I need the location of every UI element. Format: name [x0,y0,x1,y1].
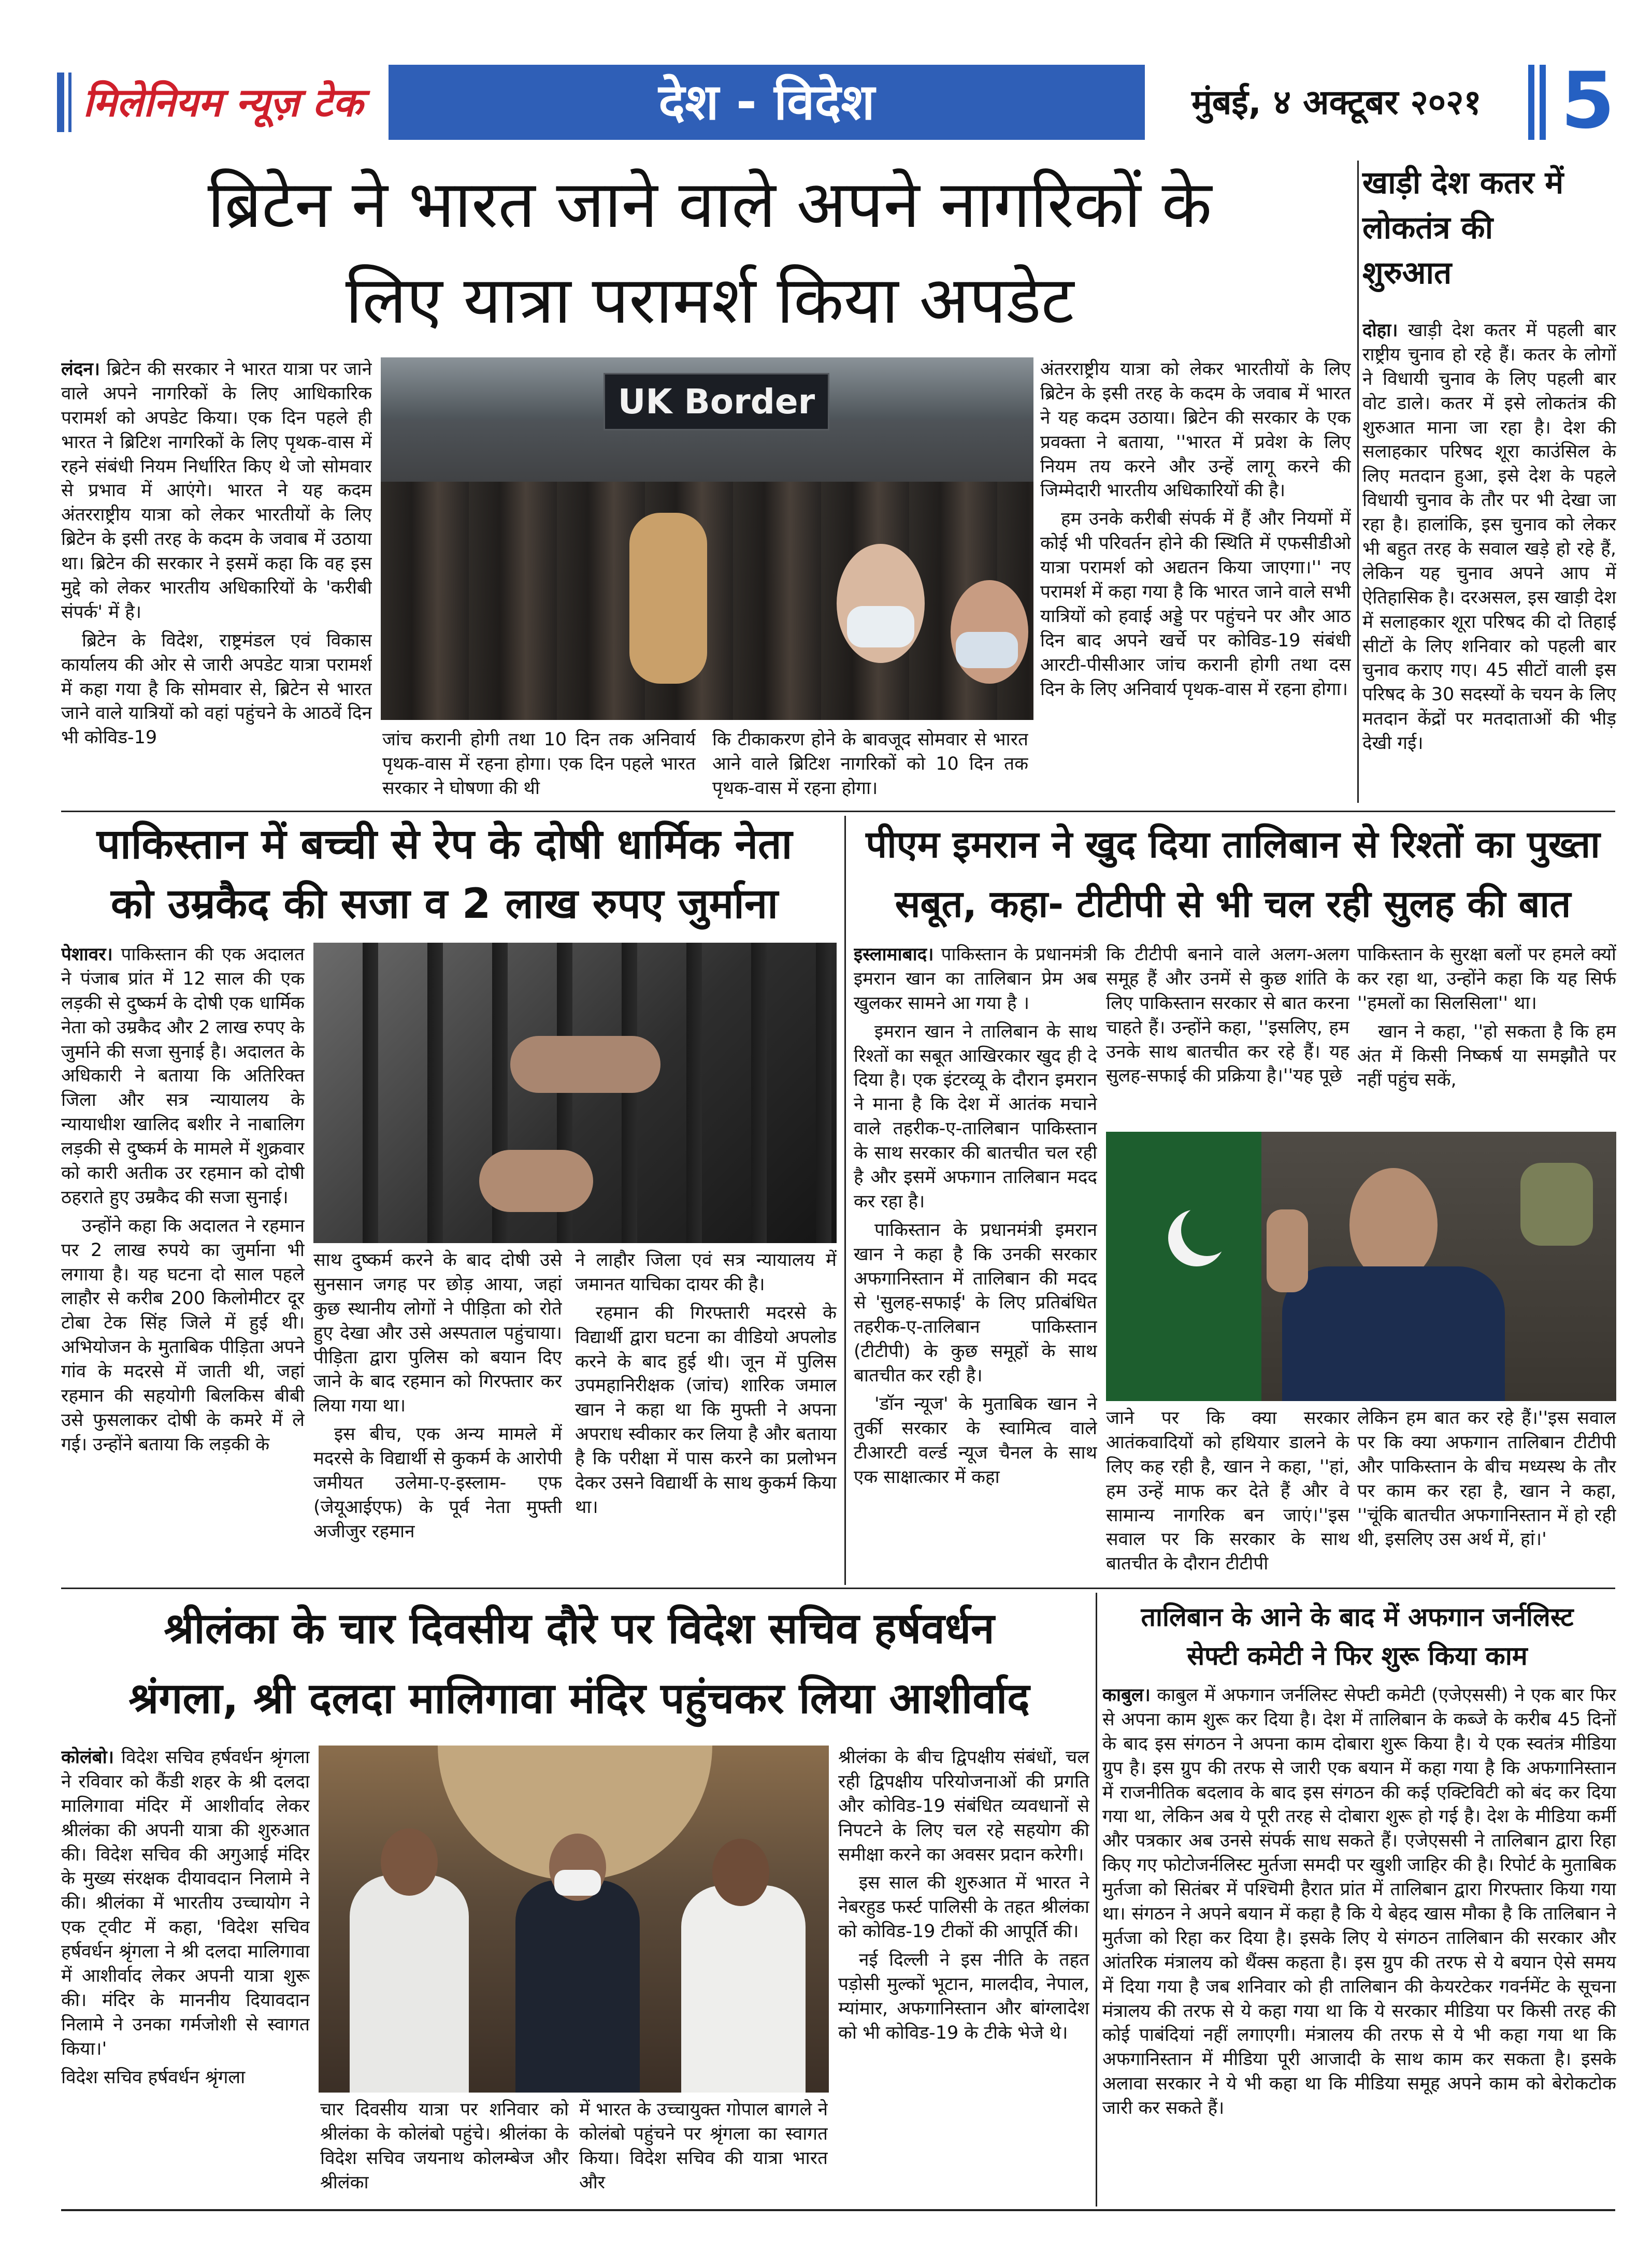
page-number-bar-2 [1540,65,1546,140]
pakistan-imran-divider [844,816,846,1585]
srilanka-headline-line-1: श्रीलंका के चार दिवसीय दौरे पर विदेश सचिव हर्षवर्धन [164,1604,995,1653]
person-left-head [381,1828,438,1896]
imran-column-3-top: पाकिस्तान के सुरक्षा बलों पर हमले क्यों कर रहा था, उन्होंने कहा कि यह सिर्फ ''हमलों का सिलसिला'' था। खान ने कहा, ''हो सकता है कि हम अंत में किसी निष्कर्ष या समझौते पर नहीं पहुंच सकें, [1357,944,1616,1091]
qatar-headline: खाड़ी देश कतर में लोकतंत्र की शुरुआत [1362,165,1564,291]
qatar-column: दोहा। खाड़ी देश कतर में पहली बार राष्ट्रीय चुनाव हो रहे हैं। कतर के लोगों ने विधायी चुनाव के लिए पहली बार वोट डाले। कतर में इसे लोकतंत्र की शुरुआत माना जा रहा है। देश की सलाहकार परिषद शूरा काउंसिल के लिए मतदान हुआ, इसे देश के पहले विधायी चुनाव के तौर पर भी देखा जा रहा है। हालांकि, इस चुनाव को लेकर भी बहुत तरह के सवाल खड़े हो रहे हैं, लेकिन यह चुनाव अपने आप में ऐतिहासिक है। दरअसल, इस खाड़ी देश में सलाहकार शूरा परिषद की दो तिहाई सीटों के लिए शनिवार को पहली बार चुनाव कराए गए। 45 सीटों वाली इस परिषद के 30 सदस्यों के चयन के लिए मतदान केंद्रों पर मतदाताओं की भीड़ देखी गई। [1362,320,1616,754]
crowd-silhouettes [381,482,1033,720]
pakistan-column-2: साथ दुष्कर्म करने के बाद दोषी उसे सुनसान जगह पर छोड़ आया, जहां कुछ स्थानीय लोगों ने पीड़िता को रोते हुए देखा और उसे अस्पताल पहुंचाया। पीड़िता द्वारा पुलिस को बयान दिए जाने के बाद रहमान को गिरफ्तार कर लिया गया था। इस बीच, एक अन्य मामले में मदरसे के विद्यार्थी से कुकर्म के आरोपी जमीयत उलेमा-ए-इस्लाम- एफ (जेयूआईएफ) के पूर्व नेता मुफ्ती अजीजुर रहमान [313,1250,562,1542]
person-right-head [712,1839,769,1906]
srilanka-column-1: कोलंबो। विदेश सचिव हर्षवर्धन श्रृंगला ने रविवार को कैंडी शहर के श्री दलदा मालिगावा मंदिर में आशीर्वाद लेकर श्रीलंका की अपनी यात्रा की शुरुआत की। विदेश सचिव की अगुआई मंदिर के मुख्य संरक्षक दीयावदान निलामे ने की। श्रीलंका में भारतीय उच्चायोग ने एक ट्वीट में कहा, 'विदेश सचिव हर्षवर्धन श्रृंगला ने श्री दलदा मालिगावा में आशीर्वाद लेकर अपनी यात्रा शुरू की। मंदिर के माननीय दियावदान निलामे ने उनका गर्मजोशी से स्वागत किया।' विदेश सचिव हर्षवर्धन श्रृंगला [61,1747,310,2088]
section-title: देश - विदेश [658,73,875,131]
afghan-headline-line-1: तालिबान के आने के बाद में अफगान जर्नलिस्ट [1141,1602,1574,1632]
masthead-left-bar-thin [68,73,71,132]
speaker-head [1349,1168,1438,1282]
paper-name: मिलेनियम न्यूज़ टेक [83,79,363,125]
person-right-white [681,1885,806,2093]
pakistan-column-3: ने लाहौर जिला एवं सत्र न्यायालय में जमानत याचिका दायर की है। रहमान की गिरफ्तारी मदरसे के विद्यार्थी द्वारा घटना का वीडियो अपलोड करने के बाद हुई थी। जून में पुलिस उपमहानिरीक्षक (जांच) शारिक जमाल खान ने कहा था कि मुफ्ती ने अपना अपराध स्वीकार कर लिया है और बताया है कि परीक्षा में पास करने का प्रलोभन देकर उसने विद्यार्थी के साथ कुकर्म किया था। [575,1250,837,1518]
hand-lower [479,1150,593,1212]
imran-headline-line-2: सबूत, कहा- टीटीपी से भी चल रही सुलह की बात [895,882,1571,926]
srilanka-column-3: में भारत के उच्चायुक्त गोपाल बागले ने कोलंबो पहुंचने पर श्रृंगला का स्वागत किया। विदेश सचिव की यात्रा भारत और [579,2099,828,2193]
page-number: 5 [1560,56,1615,146]
afghan-headline-line-2: सेफ्टी कमेटी ने फिर शुरू किया काम [1187,1641,1528,1671]
pakistan-column-1: पेशावर। पाकिस्तान की एक अदालत ने पंजाब प्रांत में 12 साल की एक लड़की से दुष्कर्म के दोषी एक धार्मिक नेता को उम्रकैद और 2 लाख रुपए के जुर्माने की सजा सुनाई है। अदालत के अधिकारी ने बताया कि अतिरिक्त जिला और सत्र न्यायालय के न्यायाधीश खालिद बशीर ने नाबालिग लड़की से दुष्कर्म के मामले में शुक्रवार को कारी अतीक उर रहमान को दोषी ठहराते हुए उम्रकैद की सजा सुनाई। उन्होंने कहा कि अदालत ने रहमान पर 2 लाख रुपये का जुर्माना भी लगाया है। यह घटना दो साल पहले लाहौर से करीब 200 किलोमीटर दूर टोबा टेक सिंह जिले में हुई थी। अभियोजन के मुताबिक पीड़िता अपने गांव के मदरसे में जाती थी, जहां रहमान की सहयोगी बिलकिस बीबी उसे फुसलाकर दोषी के कमरे में ले गई। उन्होंने बताया कि लड़की के [61,944,305,1455]
uk-border-sign-board [604,373,829,430]
imran-column-2-bottom: जाने पर कि क्या सरकार आतंकवादियों को हथियार डालने के लिए कह रही है, खान ने कहा, ''हां, हम उन्हें माफ कर देते हैं और वे सामान्य नागरिक बन जाएं।''इस सवाल पर कि सरकार के साथ बातचीत के दौरान टीटीपी [1106,1408,1349,1575]
pakistan-flag-crescent-cut [1181,1204,1233,1256]
section-rule-1 [61,811,1615,812]
srilanka-afghan-divider [1096,1593,1097,2207]
traveller-mask-3 [956,632,1018,668]
page-number-bar-1 [1528,65,1534,140]
afghan-column: काबुल। काबुल में अफगान जर्नलिस्ट सेफ्टी कमेटी (एजेएससी) ने एक बार फिर से अपना काम शुरू कर दिया है। देश में तालिबान के कब्जे के करीब 45 दिनों के बाद इस संगठन ने अपना काम दोबारा शुरू किया है। ये एक स्वतंत्र मीडिया ग्रुप है। इस ग्रुप की तरफ से जारी एक बयान में कहा गया है कि अफगानिस्तान में राजनीतिक बदलाव के बाद इस संगठन की कई एक्टिविटी को बंद कर दिया गया था, लेकिन अब ये पूरी तरह से दोबारा शुरू हो गई है। देश के मीडिया कर्मी और पत्रकार अब उनसे संपर्क साध सकते हैं। एजेएससी ने तालिबान द्वारा रिहा किए गए फोटोजर्नलिस्ट मुर्तजा समदी पर खुशी जाहिर की है। रिपोर्ट के मुताबिक मुर्तजा को सितंबर में पश्चिमी हैरात प्रांत में तालिबान द्वारा गिरफ्तार किया गया था। संगठन ने अपने बयान में कहा है कि ये बेहद खास मौका है कि तालिबान ने मुर्तजा को रिहा कर दिया है। इसके लिए ये संगठन तालिबान की सरकार और आंतरिक मंत्रालय को थैंक्स कहता है। इस ग्रुप की तरफ से ये बयान ऐसे समय में दिया गया है जब शनिवार को ही तालिबान की केयरटेकर गवर्नमेंट के सूचना मंत्रालय की तरफ से ये कहा गया था कि ये सरकार मीडिया पर किसी तरह की कोई पाबंदियां नहीं लगाएगी। मंत्रालय की तरफ से ये भी कहा गया था कि अफगानिस्तान में मीडिया पूरी आजादी के साथ काम कर सकता है। इसके अलावा सरकार ने ये भी कहा था कि मीडिया समूह अपने काम को बेरोकटोक जारी कर सकते हैं। [1102,1685,1616,2119]
uk-border-sign-text: UK Border [617,382,815,422]
speaker-body [1282,1266,1505,1401]
uk-headline-line-2: लिए यात्रा परामर्श किया अपडेट [345,262,1074,338]
uk-column-2: जांच करानी होगी तथा 10 दिन तक अनिवार्य पृथक-वास में रहना होगा। एक दिन पहले भारत सरकार ने घोषणा की थी [382,729,696,799]
speaker-hand [1267,1209,1308,1292]
pakistan-headline-line-1: पाकिस्तान में बच्ची से रेप के दोषी धार्मिक नेता [96,820,793,868]
traveller-mask-1 [847,606,914,647]
imran-khan-photo [1106,1132,1616,1401]
person-left-white [350,1875,469,2093]
prison-bars-photo [313,943,837,1243]
hand-upper [510,1036,660,1093]
uk-column-4: अंतरराष्ट्रीय यात्रा को लेकर भारतीयों के लिए ब्रिटेन के इसी तरह के कदम के जवाब में भारत ने यह कदम उठाया। ब्रिटेन की सरकार के एक प्रवक्ता ने बताया, ''भारत में प्रवेश के लिए नियम तय करने और उन्हें लागू करने की जिम्मेदारी भारतीय अधिकारियों की है। हम उनके करीबी संपर्क में हैं और नियमों में कोई भी परिवर्तन होने की स्थिति में एफसीडीओ यात्रा परामर्श को अद्यतन किया जाएगा।'' नए परामर्श में कहा गया है कि भारत जाने वाले सभी यात्रियों को हवाई अड्डे पर पहुंचने पर और आठ दिन बाद अपने खर्चे पर कोविड-19 संबंधी आरटी-पीसीआर जांच करानी होगी तथा दस दिन के लिए अनिवार्य पृथक-वास में रहना होगा। [1040,359,1351,700]
person-center-mask [554,1870,601,1896]
pakistan-flag-green [1106,1132,1261,1401]
uk-headline-line-1: ब्रिटेन ने भारत जाने वाले अपने नागरिकों के [207,166,1212,242]
emblem [1520,1163,1593,1246]
temple-visit-photo [319,1746,829,2093]
uk-column-1: लंदन। ब्रिटेन की सरकार ने भारत यात्रा पर जाने वाले अपने नागरिकों के लिए आधिकारिक परामर्श को अपडेट किया। एक दिन पहले ही भारत ने ब्रिटिश नागरिकों के लिए पृथक-वास में रहने संबंधी नियम निर्धारित किए थे जो सोमवार से प्रभाव में आएंगे। भारत ने यह कदम अंतरराष्ट्रीय यात्रा को लेकर भारतीयों के लिए ब्रिटेन के इसी तरह के कदम के जवाब में उठाया था। ब्रिटेन की सरकार ने इसमें कहा कि वह इस मुद्दे को लेकर भारतीय अधिकारियों के 'करीबी संपर्क' में है। ब्रिटेन के विदेश, राष्ट्रमंडल एवं विकास कार्यालय की ओर से जारी अपडेट यात्रा परामर्श में कहा गया है कि सोमवार से, ब्रिटेन से भारत जाने वाले यात्रियों को वहां पहुंचने के आठवें दिन भी कोविड-19 [61,359,372,748]
pakistan-headline-line-2: को उम्रकैद की सजा व 2 लाख रुपए जुर्माना [111,879,778,928]
section-rule-2 [61,1588,1615,1589]
uk-column-3: कि टीकाकरण होने के बावजूद सोमवार से भारत आने वाले ब्रिटिश नागरिकों को 10 दिन तक पृथक-वास में रहना होगा। [712,729,1028,799]
imran-headline-line-1: पीएम इमरान ने खुद दिया तालिबान से रिश्तों का पुख्ता [866,823,1600,866]
traveller-hair-2 [629,513,707,684]
srilanka-headline-line-2: श्रंगला, श्री दलदा मालिगावा मंदिर पहुंचकर लिया आशीर्वाद [128,1674,1030,1723]
imran-column-2-top: कि टीटीपी बनाने वाले अलग-अलग समूह हैं और उनमें से कुछ शांति के लिए पाकिस्तान सरकार से बात करना चाहते हैं। उन्होंने कहा, ''इसलिए, हम उनके साथ बातचीत कर रहे हैं। यह सुलह-सफाई की प्रक्रिया है।''यह पूछे [1106,944,1349,1087]
imran-column-3-bottom: लेकिन हम बात कर रहे हैं।''इस सवाल पर कि क्या अफगान तालिबान टीटीपी और पाकिस्तान के बीच मध्यस्थ के तौर पर काम कर रहा है, खान ने कहा, ''चूंकि बातचीत अफगानिस्तान में हो रही थी, इसलिए उस अर्थ में, हां।' [1357,1408,1616,1550]
page-bottom-rule [61,2209,1615,2211]
srilanka-column-2: चार दिवसीय यात्रा पर शनिवार को श्रीलंका के कोलंबो पहुंचे। श्रीलंका के विदेश सचिव जयनाथ कोलम्बेज और श्रीलंका [320,2099,569,2193]
imran-column-1: इस्लामाबाद। पाकिस्तान के प्रधानमंत्री इमरान खान का तालिबान प्रेम अब खुलकर सामने आ गया है । इमरान खान ने तालिबान के साथ रिश्तों का सबूत आखिरकार खुद ही दे दिया है। एक इंटरव्यू के दौरान इमरान ने माना है कि देश में आतंक मचाने वाले तहरीक-ए-तालिबान पाकिस्तान के साथ सरकार की बातचीत चल रही है और इसमें अफगान तालिबान मदद कर रहा है। पाकिस्तान के प्रधानमंत्री इमरान खान ने कहा है कि उनकी सरकार अफगानिस्तान में तालिबान की मदद से 'सुलह-सफाई' के लिए प्रतिबंधित तहरीक-ए-तालिबान पाकिस्तान (टीटीपी) के कुछ समूहों के साथ बातचीत कर रही है। 'डॉन न्यूज' के मुताबिक खान ने तुर्की सरकार के स्वामित्व वाले टीआरटी वर्ल्ड न्यूज चैनल के साथ एक साक्षात्कार में कहा [854,944,1097,1488]
uk-border-photo [381,357,1033,720]
masthead-left-bars [57,73,64,132]
section-banner [389,65,1145,140]
masthead [0,0,1652,155]
page-dateline: मुंबई, ४ अक्टूबर २०२१ [1191,82,1482,122]
srilanka-column-4: श्रीलंका के बीच द्विपक्षीय संबंधों, चल रही द्विपक्षीय परियोजनाओं की प्रगति और कोविड-19 संबंधित व्यवधानों से निपटने के लिए चल रहे सहयोग की समीक्षा करने का अवसर प्रदान करेगी। इस साल की शुरुआत में भारत ने नेबरहुड फर्स्ट पालिसी के तहत श्रीलंका को कोविड-19 टीकों की आपूर्ति की। नई दिल्ली ने इस नीति के तहत पड़ोसी मुल्कों भूटान, मालदीव, नेपाल, म्यांमार, अफगानिस्तान और बांग्लादेश को भी कोविड-19 के टीके भेजे थे। [838,1747,1089,2043]
person-center-suit [515,1880,640,2093]
qatar-divider [1357,161,1359,803]
